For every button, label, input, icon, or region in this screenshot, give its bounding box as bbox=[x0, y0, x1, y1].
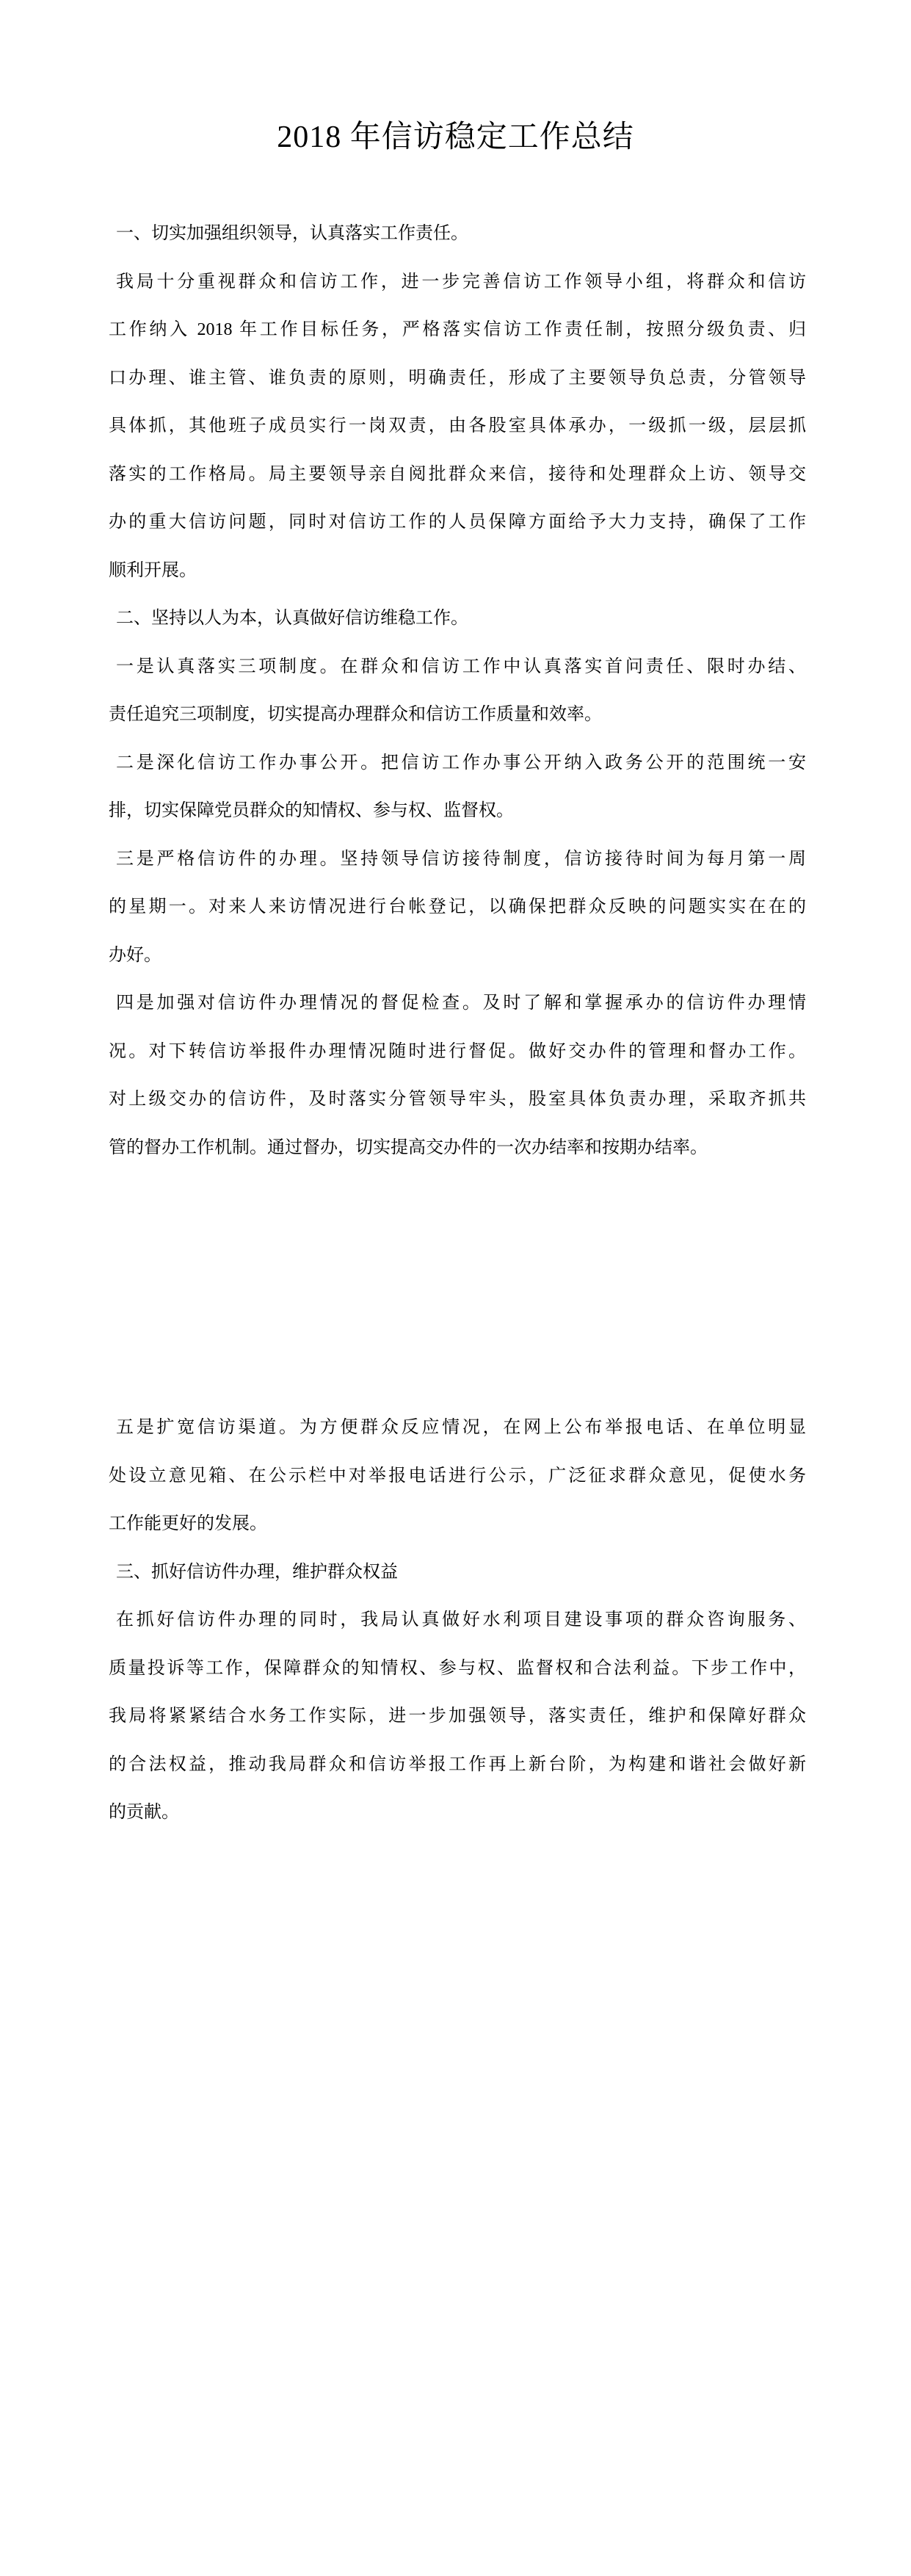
heading-line: 三、抓好信访件办理，维护群众权益 bbox=[116, 1562, 398, 1582]
paragraph-line: 的合法权益，推动我局群众和信访举报工作再上新台阶，为构建和谐社会做好新 bbox=[109, 1754, 806, 1774]
paragraph-line: 对上级交办的信访件，及时落实分管领导牢头，股室具体负责办理，采取齐抓共 bbox=[109, 1090, 806, 1109]
paragraph-line: 办好。 bbox=[109, 945, 161, 965]
paragraph-line: 一是认真落实三项制度。在群众和信访工作中认真落实首问责任、限时办结、 bbox=[116, 656, 806, 676]
paragraph-line: 的贡献。 bbox=[109, 1803, 179, 1822]
heading-line: 二、坚持以人为本，认真做好信访维稳工作。 bbox=[116, 609, 468, 628]
paragraph-line: 二是深化信访工作办事公开。把信访工作办事公开纳入政务公开的范围统一安 bbox=[116, 753, 806, 773]
paragraph-line: 工作纳入 2018 年工作目标任务，严格落实信访工作责任制，按照分级负责、归 bbox=[109, 320, 806, 339]
paragraph-line: 我局十分重视群众和信访工作，进一步完善信访工作领导小组，将群众和信访 bbox=[116, 272, 806, 292]
paragraph-line: 管的督办工作机制。通过督办，切实提高交办件的一次办结率和按期办结率。 bbox=[109, 1137, 708, 1157]
paragraph-line: 质量投诉等工作，保障群众的知情权、参与权、监督权和合法利益。下步工作中， bbox=[109, 1658, 806, 1678]
paragraph-line: 处设立意见箱、在公示栏中对举报电话进行公示，广泛征求群众意见，促使水务 bbox=[109, 1466, 806, 1486]
document-body bbox=[109, 210, 806, 1837]
paragraph-line: 责任追究三项制度，切实提高办理群众和信访工作质量和效率。 bbox=[109, 705, 602, 724]
paragraph-line: 三是严格信访件的办理。坚持领导信访接待制度，信访接待时间为每月第一周 bbox=[116, 849, 806, 869]
page-break-gap bbox=[109, 1172, 806, 1404]
paragraph-line: 排，切实保障党员群众的知情权、参与权、监督权。 bbox=[109, 801, 514, 820]
paragraph-line: 我局将紧紧结合水务工作实际，进一步加强领导，落实责任，维护和保障好群众 bbox=[109, 1707, 806, 1726]
paragraph-line: 的星期一。对来人来访情况进行台帐登记，以确保把群众反映的问题实实在在的 bbox=[109, 897, 806, 916]
paragraph-line: 在抓好信访件办理的同时，我局认真做好水利项目建设事项的群众咨询服务、 bbox=[116, 1610, 806, 1629]
paragraph-line: 口办理、谁主管、谁负责的原则，明确责任，形成了主要领导负总责，分管领导 bbox=[109, 368, 806, 388]
paragraph-line: 五是扩宽信访渠道。为方便群众反应情况，在网上公布举报电话、在单位明显 bbox=[116, 1418, 806, 1437]
paragraph-line: 具体抓，其他班子成员实行一岗双责，由各股室具体承办，一级抓一级，层层抓 bbox=[109, 416, 806, 435]
paragraph-line: 工作能更好的发展。 bbox=[109, 1514, 267, 1533]
paragraph-line: 办的重大信访问题，同时对信访工作的人员保障方面给予大力支持，确保了工作 bbox=[109, 513, 806, 532]
paragraph-line: 四是加强对信访件办理情况的督促检查。及时了解和掌握承办的信访件办理情 bbox=[116, 994, 806, 1013]
paragraph-line: 况。对下转信访举报件办理情况随时进行督促。做好交办件的管理和督办工作。 bbox=[109, 1041, 806, 1061]
paragraph-line: 顺利开展。 bbox=[109, 560, 197, 580]
heading-line: 一、切实加强组织领导，认真落实工作责任。 bbox=[116, 224, 468, 243]
paragraph-line: 落实的工作格局。局主要领导亲自阅批群众来信，接待和处理群众上访、领导交 bbox=[109, 464, 806, 484]
document-title: 2018 年信访稳定工作总结 bbox=[277, 120, 634, 154]
